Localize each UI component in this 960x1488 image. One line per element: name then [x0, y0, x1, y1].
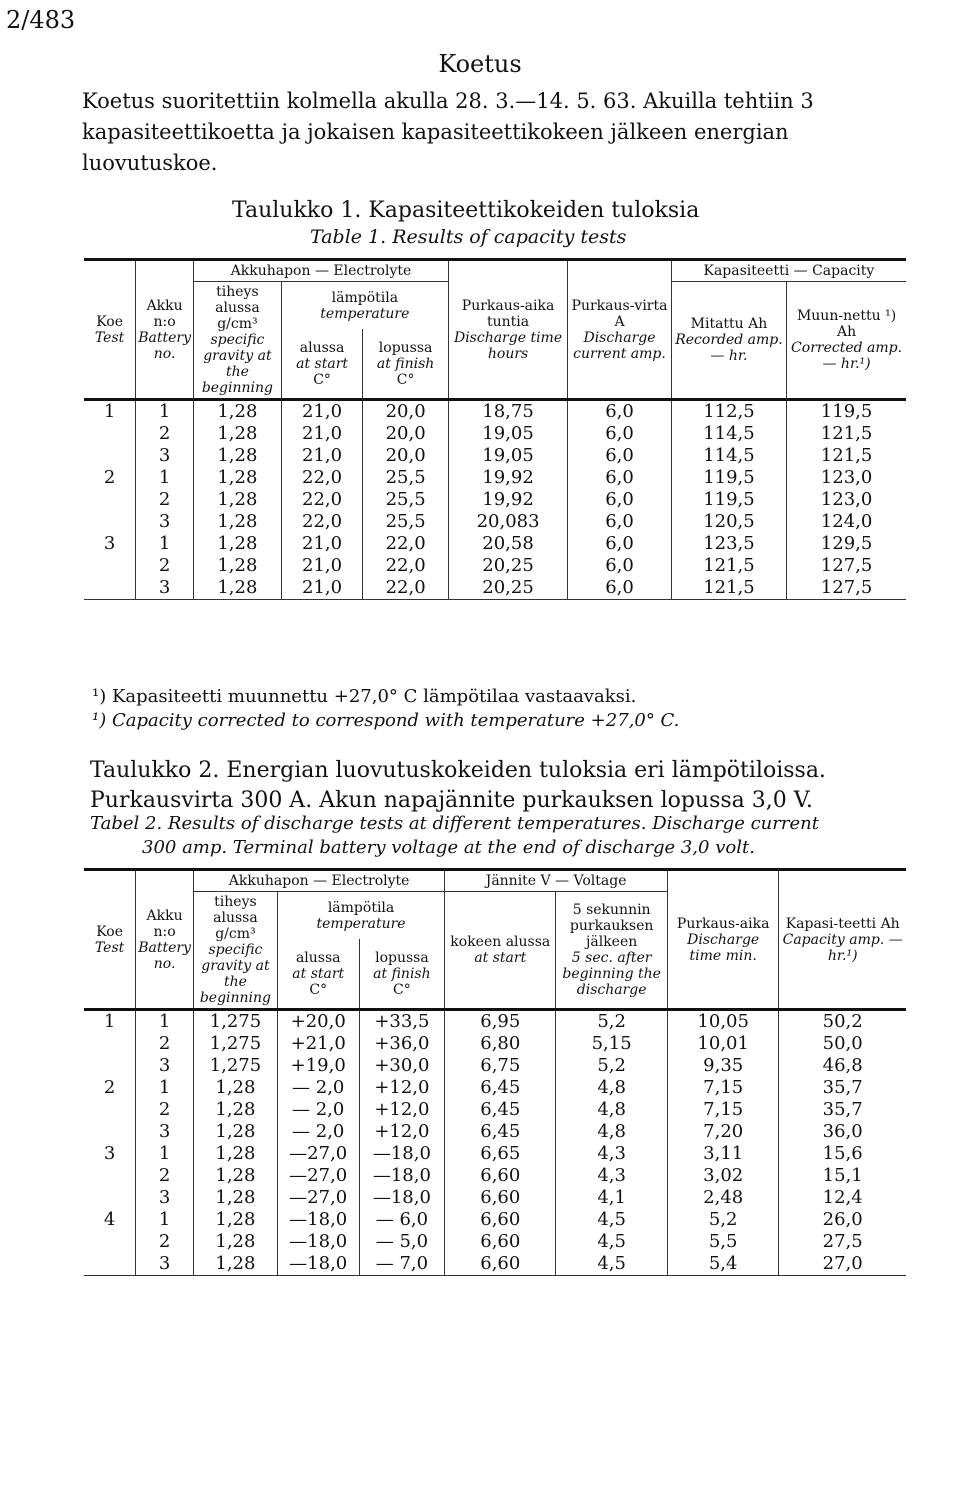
t2-header-gravity: [193, 892, 277, 1010]
t2-header-time-en: Discharge time min.: [687, 931, 760, 964]
table-row: [84, 1010, 906, 1034]
cell-recorded: 119,5: [671, 489, 786, 511]
table2-caption-fi: Taulukko 2. Energian luovutuskokeiden tuloksia eri lämpötiloissa. Purkausvirta 300 A. Akun napajännite purkauksen lopussa 3,0 V.: [90, 758, 826, 813]
cell-minutes: 10,01: [667, 1033, 778, 1055]
cell-v-start: 6,60: [445, 1253, 556, 1276]
cell-gravity: 1,28: [193, 1231, 277, 1253]
cell-v-5s: 4,8: [556, 1099, 668, 1121]
cell-corrected: 127,5: [820, 555, 873, 576]
t2-header-lopussa: lopussa: [375, 949, 429, 966]
cell-t-end: 22,0: [363, 533, 449, 555]
cell-gravity: 1,28: [194, 423, 282, 445]
cell-capacity: 35,7: [822, 1099, 863, 1120]
t2-header-five-sec: 5 sekunnin purkauksen jälkeen: [569, 902, 654, 950]
t2-header-capacity: [779, 870, 906, 1010]
cell-recorded: 114,5: [671, 423, 786, 445]
cell-minutes: 3,11: [667, 1143, 778, 1165]
t1-header-recorded-en: Recorded amp. — hr.: [675, 332, 783, 364]
cell-battery: 3: [136, 577, 194, 600]
table1-caption-fi: Taulukko 1. Kapasiteettikokeiden tuloksia: [232, 198, 700, 223]
cell-gravity: 1,28: [194, 445, 282, 467]
table-row: [84, 489, 906, 511]
cell-v-5s: 5,2: [556, 1010, 668, 1034]
cell-minutes: 9,35: [667, 1055, 778, 1077]
cell-hours: 20,25: [448, 555, 567, 577]
cell-test: 3: [84, 1143, 136, 1165]
table-row: [84, 1187, 906, 1209]
cell-v-start: 6,65: [445, 1143, 556, 1165]
t1-header-current-en: Discharge current amp.: [573, 329, 666, 362]
cell-t-end: — 7,0: [359, 1253, 445, 1276]
cell-t-end: 25,5: [363, 467, 449, 489]
t1-header-corrected: [787, 282, 906, 400]
cell-hours: 19,92: [448, 489, 567, 511]
cell-t-end: 20,0: [363, 445, 449, 467]
cell-t-start: 22,0: [281, 511, 363, 533]
t2-header-five-sec-en: 5 sec. after beginning the discharge: [562, 950, 661, 998]
cell-hours: 19,05: [448, 445, 567, 467]
t2-header-kapasiteetti: Kapasi-teetti Ah: [785, 915, 900, 932]
table-row: [84, 1231, 906, 1253]
cell-capacity: 35,7: [822, 1077, 863, 1098]
t1-header-battery: [136, 260, 194, 400]
cell-t-start: —18,0: [277, 1253, 359, 1276]
cell-battery: 1: [136, 467, 194, 489]
cell-current: 6,0: [568, 489, 672, 511]
t1-header-lopussa: lopussa: [378, 339, 433, 356]
cell-minutes: 5,2: [667, 1209, 778, 1231]
cell-v-start: 6,60: [445, 1165, 556, 1187]
t1-header-koe: Koe: [96, 313, 123, 330]
t1-header-unit-c-end: C°: [396, 371, 415, 388]
cell-gravity: 1,275: [193, 1010, 277, 1034]
cell-t-end: —18,0: [359, 1187, 445, 1209]
cell-test: [84, 1187, 136, 1209]
cell-t-start: —27,0: [277, 1143, 359, 1165]
cell-gravity: 1,28: [193, 1253, 277, 1276]
t2-header-lampotila: lämpötila: [327, 899, 395, 916]
cell-current: 6,0: [568, 577, 672, 600]
cell-capacity: 26,0: [822, 1209, 863, 1230]
t1-header-test-en: Test: [94, 329, 125, 346]
cell-test: [84, 555, 136, 577]
cell-gravity: 1,28: [194, 511, 282, 533]
cell-test: [84, 1033, 136, 1055]
cell-t-start: 21,0: [281, 577, 363, 600]
t2-header-koe: Koe: [96, 923, 123, 940]
cell-t-end: +36,0: [359, 1033, 445, 1055]
cell-t-start: 21,0: [281, 533, 363, 555]
cell-gravity: 1,275: [193, 1033, 277, 1055]
cell-gravity: 1,28: [193, 1165, 277, 1187]
cell-minutes: 3,02: [667, 1165, 778, 1187]
table-row: [84, 1253, 906, 1276]
table-row: [84, 445, 906, 467]
cell-capacity: 27,0: [779, 1253, 906, 1276]
cell-v-5s: 4,1: [556, 1187, 668, 1209]
t1-header-time-en: Discharge time hours: [453, 329, 563, 362]
cell-battery: 1: [136, 1077, 194, 1099]
cell-test: [84, 1253, 136, 1276]
cell-battery: 1: [136, 1209, 194, 1231]
cell-test: [84, 577, 136, 600]
cell-test: 1: [84, 1010, 136, 1034]
table-row: [84, 555, 906, 577]
t2-header-unit-c-end: C°: [393, 981, 411, 998]
cell-minutes: 7,20: [667, 1121, 778, 1143]
cell-current: 6,0: [568, 400, 672, 424]
cell-current: 6,0: [568, 533, 672, 555]
t1-header-capacity: Kapasiteetti — Capacity: [671, 260, 906, 282]
cell-battery: 1: [136, 1143, 194, 1165]
cell-test: [84, 445, 136, 467]
table-row: [84, 1055, 906, 1077]
cell-t-start: —27,0: [277, 1165, 359, 1187]
cell-battery: 2: [136, 423, 194, 445]
cell-battery: 3: [136, 445, 194, 467]
table-row: [84, 1077, 906, 1099]
t1-header-gravity-en: specific gravity at the beginning: [201, 332, 273, 396]
cell-t-start: 21,0: [281, 400, 363, 424]
t1-header-temperature-en: temperature: [320, 305, 410, 322]
cell-t-end: 20,0: [363, 423, 449, 445]
cell-hours: 20,25: [448, 577, 567, 600]
t2-header-electrolyte: Akkuhapon — Electrolyte: [193, 870, 444, 892]
t2-header-time: [667, 870, 778, 1010]
cell-t-end: 22,0: [363, 577, 449, 600]
t2-header-temperature: [277, 892, 444, 940]
cell-t-start: — 2,0: [277, 1099, 359, 1121]
cell-t-start: 21,0: [281, 423, 363, 445]
cell-test: 1: [84, 400, 136, 424]
cell-t-end: +12,0: [359, 1077, 445, 1099]
cell-t-end: —18,0: [359, 1143, 445, 1165]
t2-header-gravity-en: specific gravity at the beginning: [199, 942, 272, 1006]
cell-t-end: —18,0: [359, 1165, 445, 1187]
table1-footnote-en: ¹) Capacity corrected to correspond with temperature +27,0° C.: [92, 710, 680, 731]
t1-header-current: [568, 260, 672, 400]
cell-hours: 20,58: [448, 533, 567, 555]
table-row: [84, 1099, 906, 1121]
t1-header-at-finish: at finish: [376, 355, 435, 372]
t2-header-at-start: at start: [292, 965, 345, 982]
cell-t-end: 25,5: [363, 489, 449, 511]
t1-header-battery-en: Battery no.: [138, 329, 191, 362]
cell-hours: 18,75: [448, 400, 567, 424]
cell-corrected: 121,5: [820, 445, 873, 466]
cell-t-start: — 2,0: [277, 1121, 359, 1143]
cell-battery: 2: [136, 1033, 194, 1055]
cell-t-end: 25,5: [363, 511, 449, 533]
cell-test: [84, 1055, 136, 1077]
table-row: [84, 577, 906, 600]
cell-v-5s: 5,2: [556, 1055, 668, 1077]
t1-header-time: [448, 260, 567, 400]
cell-capacity: 12,4: [822, 1187, 863, 1208]
cell-t-end: +12,0: [359, 1099, 445, 1121]
t2-header-alussa: alussa: [295, 949, 341, 966]
cell-corrected: 123,0: [820, 467, 873, 488]
cell-recorded: 121,5: [671, 555, 786, 577]
cell-battery: 3: [136, 1121, 194, 1143]
cell-t-start: —27,0: [277, 1187, 359, 1209]
cell-battery: 3: [136, 1187, 194, 1209]
t2-header-temp-end: [359, 939, 445, 1009]
cell-battery: 2: [136, 489, 194, 511]
t2-header-at-finish: at finish: [373, 965, 431, 982]
cell-gravity: 1,28: [194, 467, 282, 489]
table1-footnote-fi: ¹) Kapasiteetti muunnettu +27,0° C lämpötilaa vastaavaksi.: [92, 686, 637, 707]
table-row: [84, 1165, 906, 1187]
cell-v-5s: 4,8: [556, 1121, 668, 1143]
t2-header-akku: Akku n:o: [146, 907, 183, 940]
cell-battery: 1: [136, 400, 194, 424]
cell-gravity: 1,28: [193, 1121, 277, 1143]
table-row: [84, 1209, 906, 1231]
cell-capacity: 46,8: [822, 1055, 863, 1076]
cell-t-start: 22,0: [281, 489, 363, 511]
cell-corrected: 121,5: [820, 423, 873, 444]
t2-header-test-en: Test: [94, 939, 125, 956]
cell-corrected: 124,0: [820, 511, 873, 532]
table1-body: [84, 400, 906, 600]
cell-current: 6,0: [568, 445, 672, 467]
cell-t-start: 21,0: [281, 445, 363, 467]
cell-capacity: 36,0: [822, 1121, 863, 1142]
cell-hours: 19,92: [448, 467, 567, 489]
cell-v-5s: 4,8: [556, 1077, 668, 1099]
cell-v-start: 6,45: [445, 1099, 556, 1121]
cell-gravity: 1,28: [194, 555, 282, 577]
table-row: [84, 1143, 906, 1165]
cell-v-5s: 4,3: [556, 1165, 668, 1187]
page-number: 2/483: [6, 6, 76, 34]
cell-capacity: 50,0: [822, 1033, 863, 1054]
cell-v-5s: 4,5: [556, 1253, 668, 1276]
table2-caption-en-line2: 300 amp. Terminal battery voltage at the end of discharge 3,0 volt.: [142, 837, 755, 858]
t1-header-akku: Akku n:o: [146, 297, 183, 330]
cell-gravity: 1,28: [194, 577, 282, 600]
t1-header-electrolyte: Akkuhapon — Electrolyte: [194, 260, 449, 282]
cell-t-start: +20,0: [277, 1010, 359, 1034]
cell-recorded: 121,5: [671, 577, 786, 600]
cell-t-start: +19,0: [277, 1055, 359, 1077]
cell-test: [84, 1165, 136, 1187]
t1-header-at-start: at start: [296, 355, 349, 372]
cell-test: [84, 489, 136, 511]
cell-current: 6,0: [568, 555, 672, 577]
t1-header-temp-end: [363, 329, 449, 399]
cell-current: 6,0: [568, 511, 672, 533]
t2-header-tiheys: tiheys alussa g/cm³: [213, 894, 258, 942]
cell-v-start: 6,45: [445, 1077, 556, 1099]
cell-minutes: 5,5: [667, 1231, 778, 1253]
cell-v-start: 6,60: [445, 1209, 556, 1231]
t1-header-test: [84, 260, 136, 400]
cell-gravity: 1,275: [193, 1055, 277, 1077]
cell-hours: 20,083: [448, 511, 567, 533]
t2-header-v-at-start: at start: [474, 950, 527, 966]
cell-recorded: 119,5: [671, 467, 786, 489]
cell-gravity: 1,28: [193, 1077, 277, 1099]
table-row: [84, 511, 906, 533]
cell-corrected: 129,5: [820, 533, 873, 554]
cell-v-start: 6,80: [445, 1033, 556, 1055]
cell-gravity: 1,28: [193, 1143, 277, 1165]
cell-minutes: 7,15: [667, 1077, 778, 1099]
cell-minutes: 2,48: [667, 1187, 778, 1209]
t2-header-v-5s: [556, 892, 668, 1010]
cell-battery: 3: [136, 1253, 194, 1276]
cell-test: [84, 1099, 136, 1121]
table-row: [84, 400, 906, 424]
cell-corrected: 123,0: [820, 489, 873, 510]
t1-header-purkausaika: Purkaus-aika tuntia: [461, 297, 555, 330]
cell-corrected: 119,5: [820, 401, 873, 422]
cell-gravity: 1,28: [194, 533, 282, 555]
t2-header-battery: [136, 870, 194, 1010]
t1-header-temp-start: [281, 329, 363, 399]
t1-header-purkausvirta: Purkaus-virta A: [571, 297, 668, 330]
cell-test: [84, 511, 136, 533]
cell-current: 6,0: [568, 467, 672, 489]
cell-battery: 3: [136, 1055, 194, 1077]
cell-capacity: 15,6: [822, 1143, 863, 1164]
t2-header-unit-c-start: C°: [309, 981, 328, 998]
cell-corrected: 127,5: [787, 577, 906, 600]
table2: [84, 868, 906, 1276]
cell-test: 4: [84, 1209, 136, 1231]
cell-hours: 19,05: [448, 423, 567, 445]
cell-minutes: 10,05: [667, 1010, 778, 1034]
cell-capacity: 15,1: [822, 1165, 863, 1186]
cell-test: [84, 1121, 136, 1143]
cell-t-start: +21,0: [277, 1033, 359, 1055]
cell-v-5s: 5,15: [556, 1033, 668, 1055]
cell-recorded: 120,5: [671, 511, 786, 533]
cell-gravity: 1,28: [193, 1099, 277, 1121]
t2-header-kokeen-alussa: kokeen alussa: [450, 934, 551, 950]
table-row: [84, 1033, 906, 1055]
cell-test: 2: [84, 1077, 136, 1099]
cell-test: [84, 1231, 136, 1253]
t1-header-recorded: [671, 282, 786, 400]
t1-header-alussa: alussa: [299, 339, 345, 356]
cell-current: 6,0: [568, 423, 672, 445]
table2-body: [84, 1010, 906, 1276]
cell-v-start: 6,75: [445, 1055, 556, 1077]
cell-capacity: 27,5: [822, 1231, 863, 1252]
cell-battery: 3: [136, 511, 194, 533]
cell-battery: 1: [136, 533, 194, 555]
cell-v-5s: 4,5: [556, 1209, 668, 1231]
t2-header-battery-en: Battery no.: [138, 939, 191, 972]
t2-header-test: [84, 870, 136, 1010]
cell-battery: 2: [136, 1165, 194, 1187]
cell-t-start: 21,0: [281, 555, 363, 577]
page-title: Koetus: [438, 50, 522, 78]
cell-gravity: 1,28: [194, 489, 282, 511]
cell-battery: 2: [136, 1231, 194, 1253]
cell-t-start: —18,0: [277, 1209, 359, 1231]
t1-header-tiheys: tiheys alussa g/cm³: [215, 284, 260, 332]
t1-header-corrected-en: Corrected amp. — hr.¹): [791, 340, 903, 372]
cell-recorded: 114,5: [671, 445, 786, 467]
cell-recorded: 123,5: [671, 533, 786, 555]
table1-caption-en: Table 1. Results of capacity tests: [310, 226, 627, 248]
cell-t-end: +12,0: [359, 1121, 445, 1143]
t1-header-temperature: [281, 282, 448, 330]
table2-caption-en: [90, 812, 910, 860]
table2-caption-en-line1: Tabel 2. Results of discharge tests at different temperatures. Discharge current: [90, 813, 819, 834]
cell-recorded: 112,5: [671, 400, 786, 424]
cell-t-start: — 2,0: [277, 1077, 359, 1099]
t2-header-purkausaika: Purkaus-aika: [676, 915, 770, 932]
t1-header-gravity: [194, 282, 282, 400]
cell-minutes: 5,4: [667, 1253, 778, 1276]
cell-v-start: 6,60: [445, 1187, 556, 1209]
t2-header-temp-start: [277, 939, 359, 1009]
cell-test: [84, 423, 136, 445]
cell-t-end: — 5,0: [359, 1231, 445, 1253]
cell-v-start: 6,95: [445, 1010, 556, 1034]
cell-v-start: 6,45: [445, 1121, 556, 1143]
table-row: [84, 1121, 906, 1143]
cell-t-end: +30,0: [359, 1055, 445, 1077]
cell-t-end: — 6,0: [359, 1209, 445, 1231]
cell-v-5s: 4,5: [556, 1231, 668, 1253]
cell-gravity: 1,28: [193, 1187, 277, 1209]
table-row: [84, 423, 906, 445]
cell-t-end: 22,0: [363, 555, 449, 577]
table1: [84, 258, 906, 600]
t1-header-muunnettu: Muun-nettu ¹) Ah: [796, 308, 897, 340]
table-row: [84, 467, 906, 489]
t2-header-v-start: [445, 892, 556, 1010]
t2-header-voltage: Jännite V — Voltage: [445, 870, 668, 892]
cell-t-end: +33,5: [359, 1010, 445, 1034]
t1-header-mitattu: Mitattu Ah: [690, 316, 768, 332]
cell-t-start: —18,0: [277, 1231, 359, 1253]
t2-header-temperature-en: temperature: [316, 915, 406, 932]
cell-t-end: 20,0: [363, 400, 449, 424]
cell-capacity: 50,2: [822, 1011, 863, 1032]
cell-battery: 1: [136, 1010, 194, 1034]
t1-header-lampotila: lämpötila: [331, 289, 399, 306]
cell-test: 3: [84, 533, 136, 555]
cell-gravity: 1,28: [193, 1209, 277, 1231]
cell-battery: 2: [136, 555, 194, 577]
table-row: [84, 533, 906, 555]
cell-v-5s: 4,3: [556, 1143, 668, 1165]
cell-t-start: 22,0: [281, 467, 363, 489]
cell-minutes: 7,15: [667, 1099, 778, 1121]
cell-test: 2: [84, 467, 136, 489]
cell-battery: 2: [136, 1099, 194, 1121]
intro-paragraph: Koetus suoritettiin kolmella akulla 28. 3.—14. 5. 63. Akuilla tehtiin 3 kapasiteettikoetta ja jokaisen kapasiteettikokeen jälkeen energian luovutuskoe.: [82, 89, 814, 175]
t1-header-unit-c-start: C°: [313, 371, 331, 388]
cell-gravity: 1,28: [194, 400, 282, 424]
cell-v-start: 6,60: [445, 1231, 556, 1253]
t2-header-capacity-en: Capacity amp. — hr.¹): [782, 931, 903, 964]
